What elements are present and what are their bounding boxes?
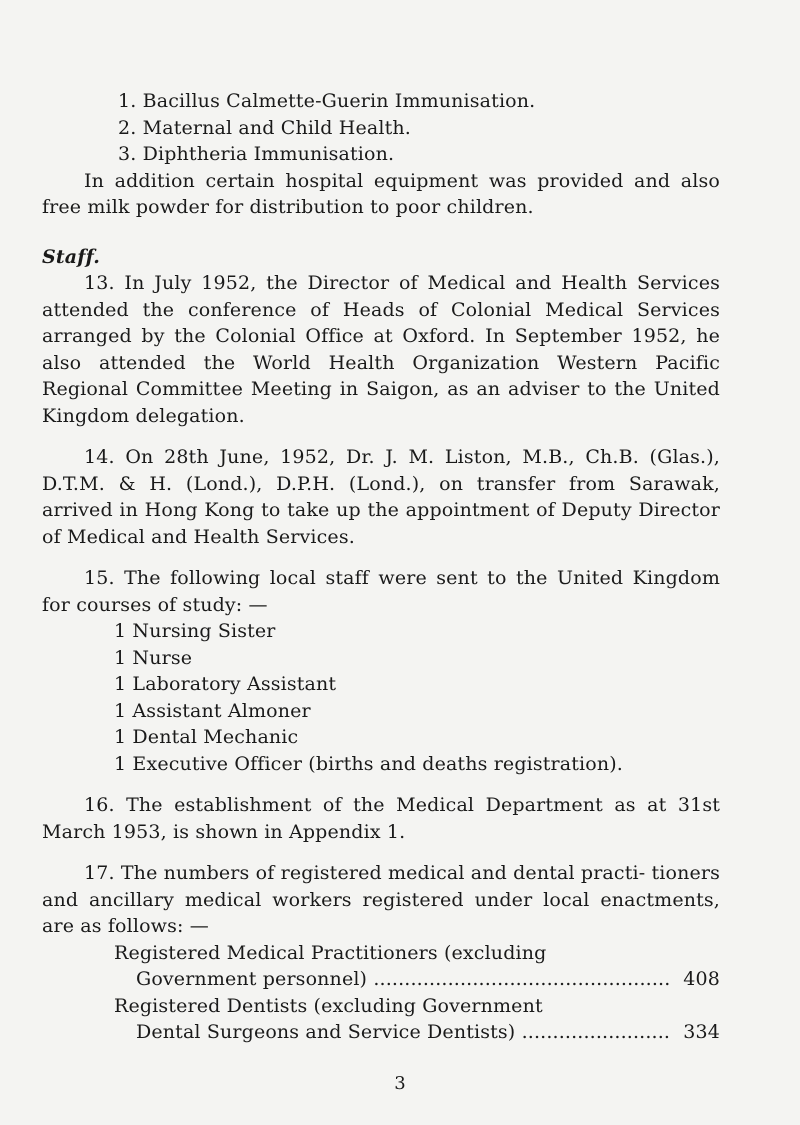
entry-line2 — [114, 1019, 720, 1046]
list-item: 2. Maternal and Child Health. — [118, 116, 411, 139]
list-item: 1 Laboratory Assistant — [114, 673, 337, 695]
list-item: 1 Nursing Sister — [114, 620, 276, 642]
list-item: 3. Diphtheria Immunisation. — [118, 143, 395, 165]
registration-table — [42, 940, 720, 1046]
entry-label-line2: Dental Surgeons and Service Dentists) ..... — [136, 1019, 670, 1046]
paragraph-14: 14. On 28th June, 1952, Dr. J. M. Liston, M.B., Ch.B. (Glas.), D.T.M. & H. (Lond.), D.P.H. (Lond.), on transfer from Sarawak, arrived in Hong Kong to take up the appointment of Deputy Director of Medical and Health Services. — [42, 446, 720, 548]
entry-count: 334 — [683, 1021, 720, 1043]
paragraph-17: 17. The numbers of registered medical and dental practi- tioners and ancillary medical workers registered under local enactments, are as follows: — — [42, 862, 720, 937]
list-item: 1. Bacillus Calmette-Guerin Immunisation. — [118, 90, 536, 112]
list-item: 1 Executive Officer (births and deaths registration). — [114, 752, 624, 775]
entry-label-line1: Registered Medical Practitioners (excluding — [114, 941, 547, 964]
list-item: 1 Assistant Almoner — [114, 699, 311, 722]
page-number: 3 — [394, 1073, 406, 1094]
entry-label-line1: Registered Dentists (excluding Government — [114, 994, 543, 1017]
entry-label-line2: Government personnel) ..... — [136, 966, 670, 993]
entry-line2 — [114, 966, 720, 993]
paragraph-16: 16. The establishment of the Medical Department as at 31st March 1953, is shown in Appendix 1. — [42, 794, 720, 843]
list-item: 1 Nurse — [114, 646, 193, 669]
section-heading-staff: Staff. — [42, 245, 100, 268]
registration-entry — [42, 940, 720, 993]
paragraph-addition: In addition certain hospital equipment was provided and also free milk powder for distribution to poor children. — [42, 169, 720, 218]
list-item: 1 Dental Mechanic — [114, 726, 299, 748]
paragraph-15: 15. The following local staff were sent to the United Kingdom for courses of study: — — [42, 567, 720, 616]
staff-course-list — [42, 618, 720, 777]
entry-count: 408 — [683, 968, 720, 990]
programme-list — [42, 88, 720, 168]
paragraph-13: 13. In July 1952, the Director of Medical and Health Services attended the conference of Heads of Colonial Medical Services arranged by the Colonial Office at Oxford. In September 1952, he also attended the World Health Organization Western Pacific Regional Committee Meeting in Saigon, as an adviser to the United Kingdom delegation. — [42, 272, 720, 427]
registration-entry — [42, 993, 720, 1046]
